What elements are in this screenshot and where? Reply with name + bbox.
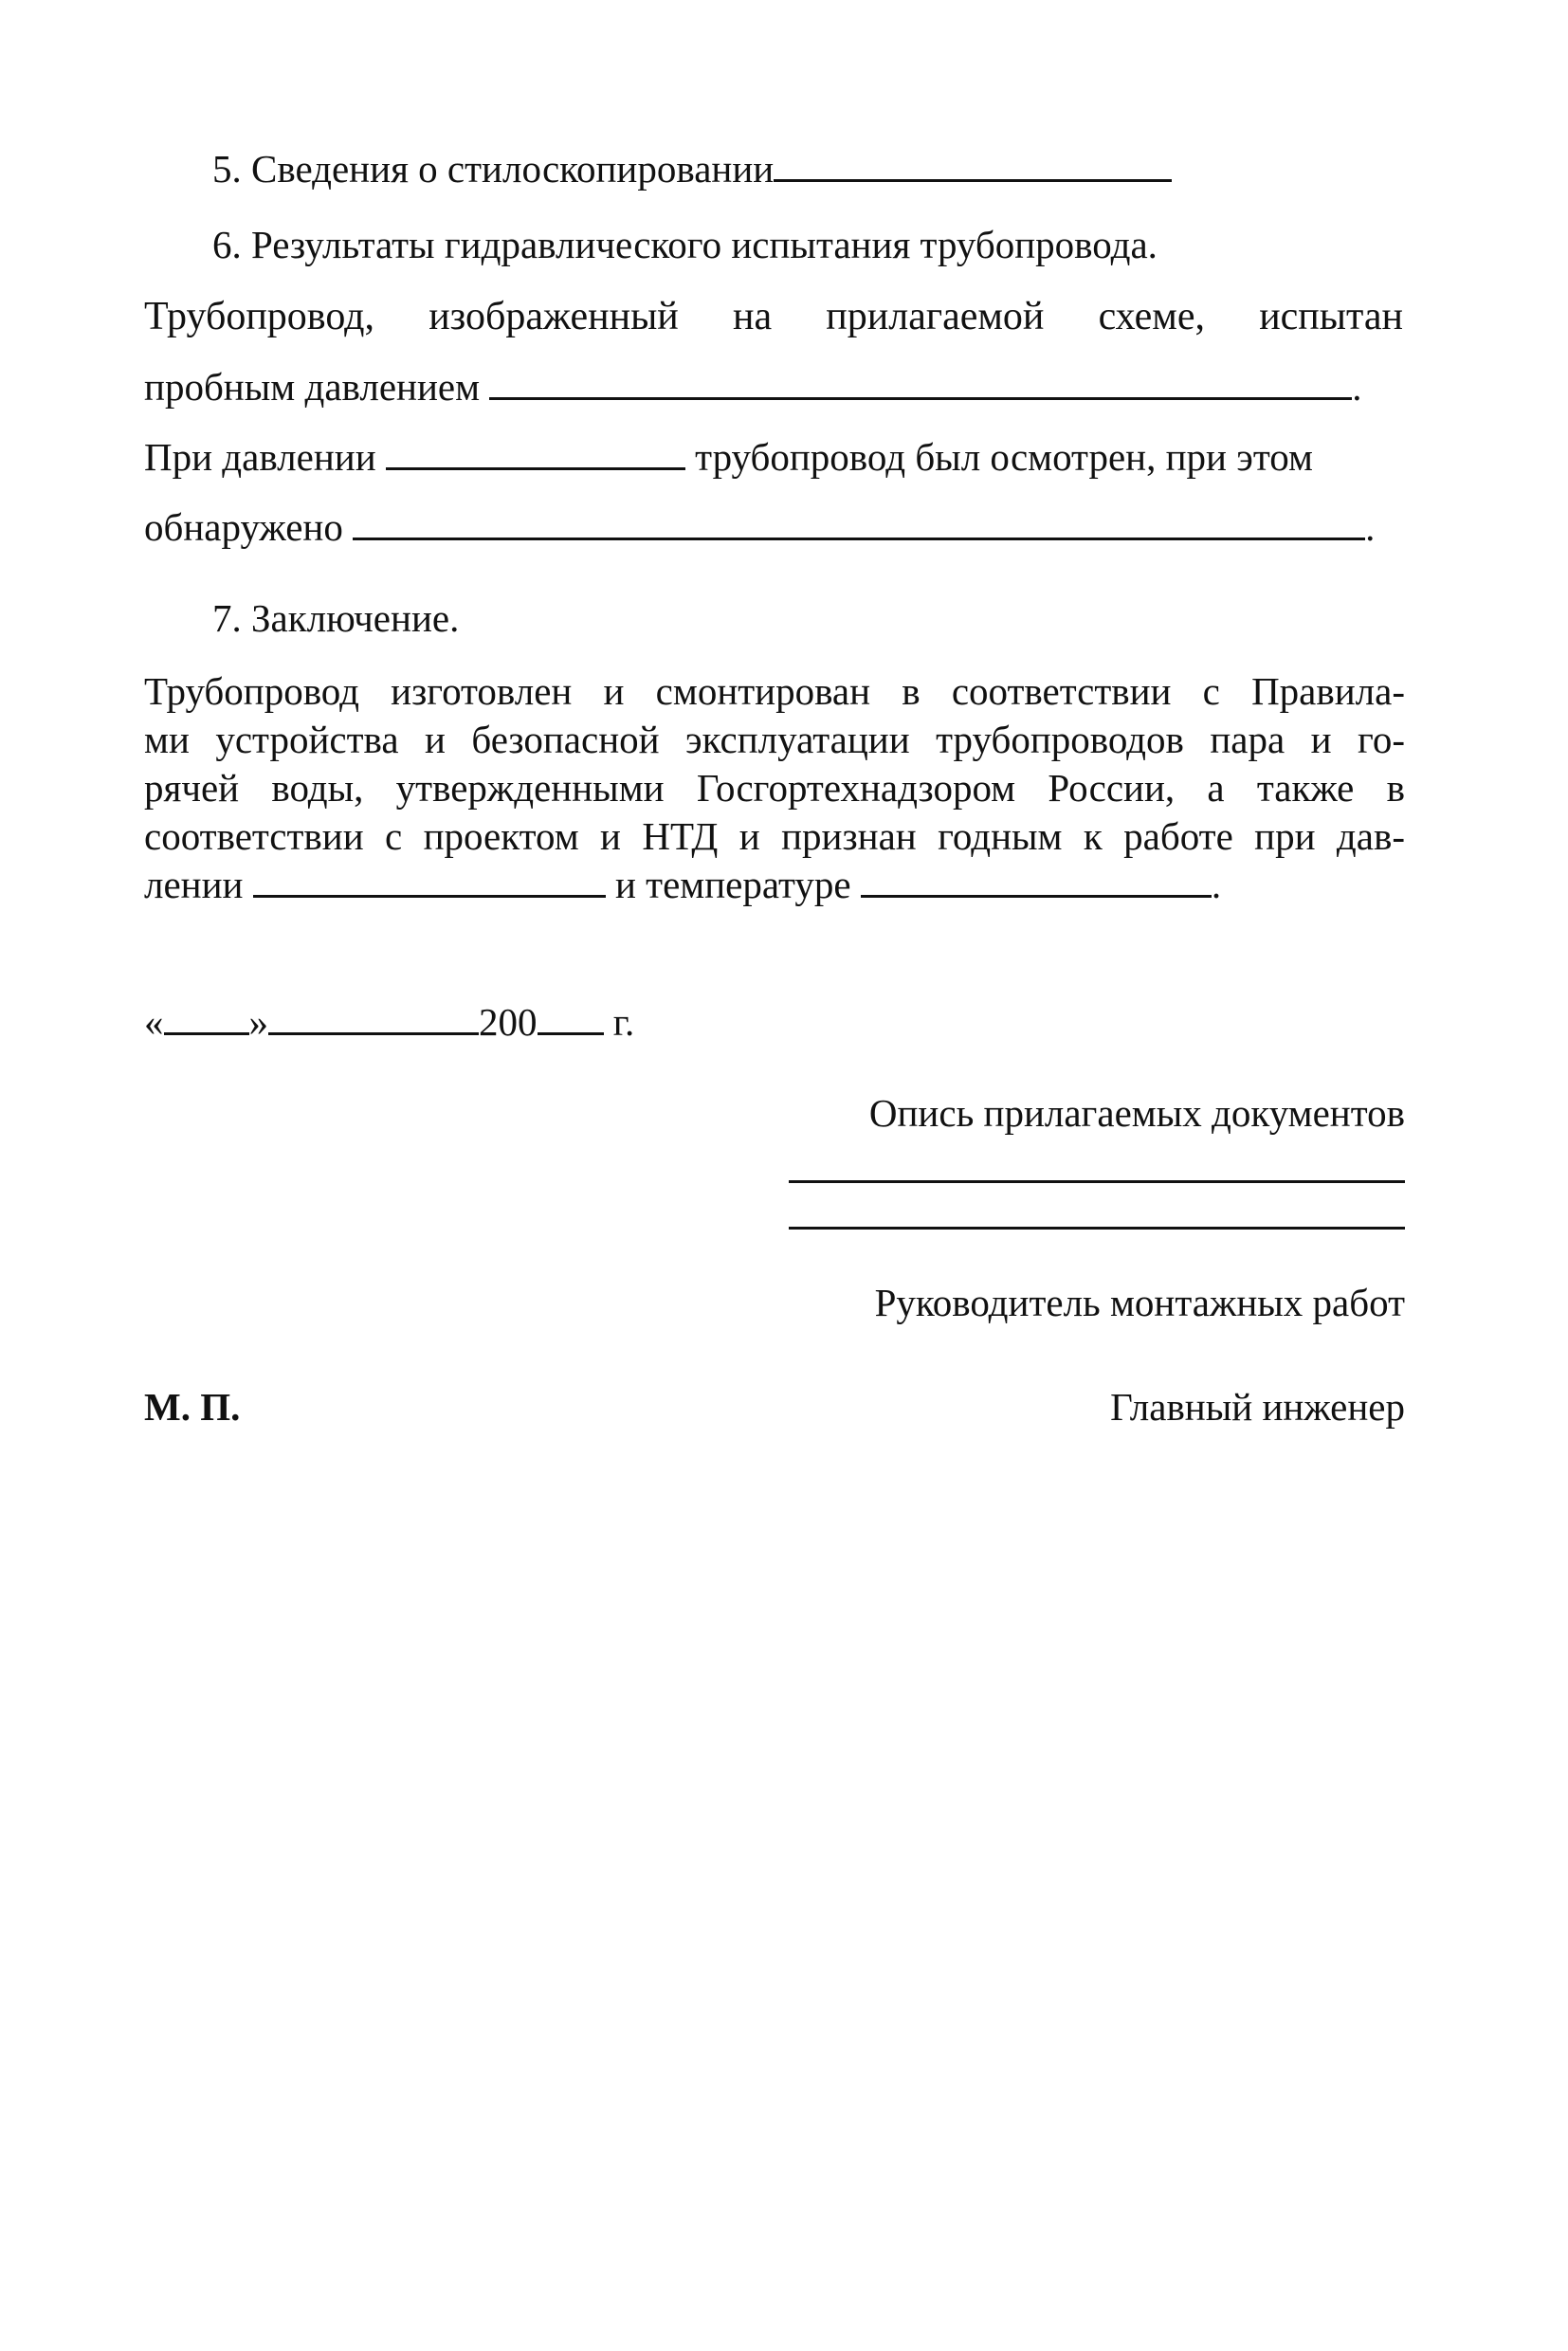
period: . xyxy=(1365,505,1376,549)
inspection-pressure-blank[interactable] xyxy=(386,435,685,470)
stamp-place xyxy=(144,1384,240,1430)
stylo-blank[interactable] xyxy=(774,147,1172,182)
stamp-place-label: М. П. xyxy=(144,1385,241,1429)
year-suffix: г. xyxy=(612,1000,635,1044)
found-label: обнаружено xyxy=(144,505,343,549)
period: . xyxy=(1352,365,1362,409)
section5-line xyxy=(212,146,1172,191)
section7-heading xyxy=(212,595,459,641)
section6-line4 xyxy=(144,504,1375,550)
conclusion-row: ми устройства и безопасной эксплуатации трубопроводов пара и го- xyxy=(144,718,1405,761)
day-blank[interactable] xyxy=(164,1000,249,1035)
installation-head-label: Руководитель монтажных работ xyxy=(874,1281,1405,1324)
period: . xyxy=(1211,863,1222,906)
month-blank[interactable] xyxy=(268,1000,479,1035)
conclusion-row: соответствии с проектом и НТД и признан годным к работе при дав- xyxy=(144,814,1405,858)
section6-heading-text: 6. Результаты гидравлического испытания трубопровода. xyxy=(212,223,1158,266)
close-quote: » xyxy=(248,1000,268,1044)
section6-line1 xyxy=(144,294,1403,339)
temperature-blank[interactable] xyxy=(861,863,1212,898)
section5-label: 5. Сведения о стилоскопировании xyxy=(212,147,775,191)
chief-engineer-label: Главный инженер xyxy=(1110,1385,1405,1429)
conclusion-row-last xyxy=(144,861,1405,909)
section6-line2 xyxy=(144,364,1362,410)
pressure-label: При давлении xyxy=(144,435,376,479)
date-line xyxy=(144,999,634,1045)
section7-heading-text: 7. Заключение. xyxy=(212,596,460,640)
attachments-title-text: Опись прилагаемых документов xyxy=(868,1091,1405,1135)
test-pressure-blank[interactable] xyxy=(489,365,1352,400)
found-blank[interactable] xyxy=(353,505,1365,540)
attachment-line-2[interactable] xyxy=(789,1227,1405,1230)
year-prefix: 200 xyxy=(479,1000,538,1044)
installation-head-signature xyxy=(875,1280,1405,1325)
test-pressure-label: пробным давлением xyxy=(144,365,481,409)
open-quote: « xyxy=(144,1000,164,1044)
pressure-word: лении xyxy=(144,863,244,906)
attachments-title xyxy=(869,1090,1405,1136)
temperature-word: и температуре xyxy=(614,863,851,906)
year-blank[interactable] xyxy=(538,1000,604,1035)
section6-line3 xyxy=(144,434,1313,480)
chief-engineer-signature xyxy=(1110,1384,1405,1430)
conclusion-row: Трубопровод изготовлен и смонтирован в соответствии с Правила- xyxy=(144,669,1405,713)
conclusion-paragraph xyxy=(144,667,1405,909)
conclusion-row: рячей воды, утвержденными Госгортехнадзором России, а также в xyxy=(144,766,1405,810)
work-pressure-blank[interactable] xyxy=(253,863,606,898)
section6-line1-text: Трубопровод, изображенный на прилагаемой схеме, испытан xyxy=(144,295,1403,338)
attachment-line-1[interactable] xyxy=(789,1180,1405,1183)
inspected-label: трубопровод был осмотрен, при этом xyxy=(695,435,1313,479)
section6-heading xyxy=(212,222,1158,267)
